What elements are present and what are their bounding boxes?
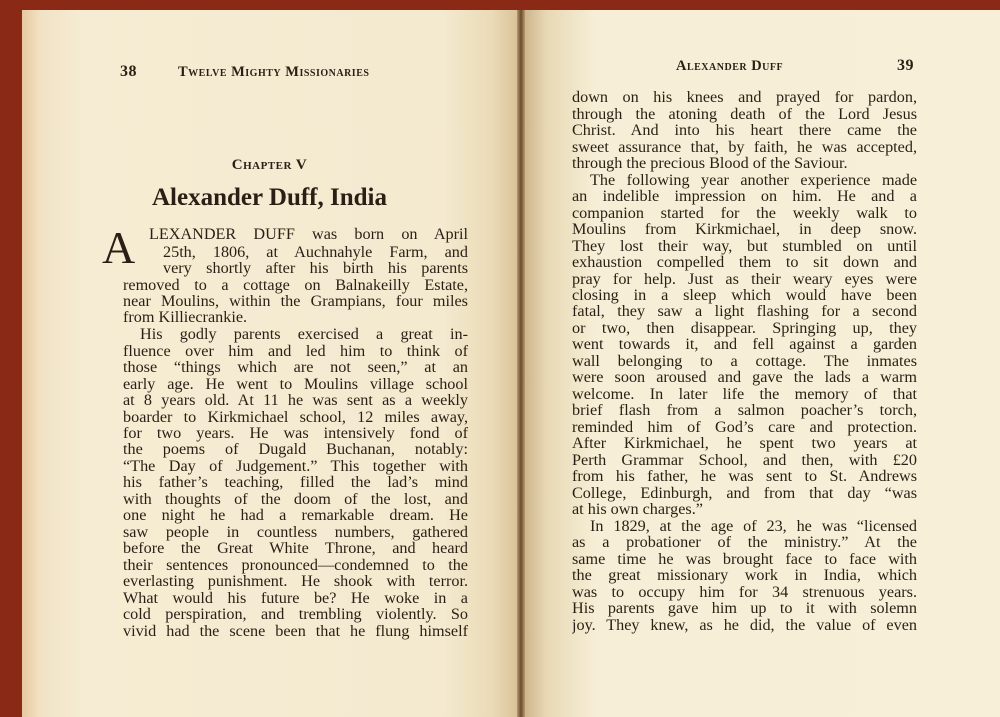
text-line: LEXANDER DUFF was born on April: [149, 225, 468, 243]
text-line: College, Edinburgh, and from that day “was: [572, 484, 917, 502]
text-line: Moulins from Kirkmichael, in deep snow.: [572, 220, 917, 238]
text-line: from Killiecrankie.: [123, 308, 248, 326]
text-line: went towards it, and fell against a garden: [572, 335, 917, 353]
text-line: with thoughts of the doom of the lost, and: [123, 490, 468, 508]
drop-cap: A: [102, 222, 136, 273]
text-line: “The Day of Judgement.” This together with: [123, 457, 468, 475]
text-line: His parents gave him up to it with solemn: [572, 599, 917, 617]
text-line: were soon aroused and gave the lads a warm: [572, 368, 917, 386]
text-line: an indelible impression on him. He and a: [572, 187, 917, 205]
chapter-label: Chapter V: [231, 157, 308, 173]
text-line: through the atoning death of the Lord Jesus: [572, 105, 917, 123]
text-line: before the Great White Throne, and heard: [123, 539, 468, 557]
text-line: or two, then disappear. Springing up, they: [572, 319, 917, 337]
text-line: In 1829, at the age of 23, he was “licensed: [590, 517, 917, 535]
text-line: 25th, 1806, at Auchnahyle Farm, and: [163, 243, 468, 261]
text-line: exhaustion compelled them to sit down and: [572, 253, 917, 271]
text-line: cold perspiration, and trembling violently. So: [123, 605, 468, 623]
text-line: Christ. And into his heart there came the: [572, 121, 917, 139]
text-line: from his father, he was sent to St. Andrews: [572, 467, 917, 485]
text-line: their sentences pronounced—condemned to the: [123, 556, 468, 574]
text-line: saw people in countless numbers, gathered: [123, 523, 468, 541]
text-line: same time he was brought face to face with: [572, 550, 917, 568]
text-line: very shortly after his birth his parents: [163, 259, 468, 277]
text-line: reminded him of God’s care and protection.: [572, 418, 917, 436]
text-line: wall belonging to a cottage. The inmates: [572, 352, 917, 370]
text-line: at 8 years old. At 11 he was sent as a weekly: [123, 391, 468, 409]
left-page-number: 38: [120, 63, 137, 80]
text-line: near Moulins, within the Grampians, four miles: [123, 292, 468, 310]
text-line: fatal, they saw a light flashing for a second: [572, 302, 917, 320]
text-line: removed to a cottage on Balnakeilly Estate,: [123, 276, 468, 294]
right-page-number: 39: [897, 57, 914, 74]
text-line: They lost their way, but stumbled on until: [572, 237, 917, 255]
text-line: The following year another experience made: [590, 171, 917, 189]
text-line: was to occupy him for 34 strenuous years.: [572, 583, 917, 601]
text-line: companion started for the weekly walk to: [572, 204, 917, 222]
text-line: down on his knees and prayed for pardon,: [572, 88, 917, 106]
text-line: Perth Grammar School, and then, with £20: [572, 451, 917, 469]
text-line: After Kirkmichael, he spent two years at: [572, 434, 917, 452]
text-line: his father’s teaching, filled the lad’s mind: [123, 473, 468, 491]
text-line: What would his future be? He woke in a: [123, 589, 468, 607]
book-gutter: [517, 10, 525, 717]
text-line: closing in a sleep which would have been: [572, 286, 917, 304]
text-line: vivid had the scene been that he flung himself: [123, 622, 468, 640]
text-line: the great missionary work in India, which: [572, 566, 917, 584]
text-line: as a probationer of the ministry.” At the: [572, 533, 917, 551]
text-line: the poems of Dugald Buchanan, notably:: [123, 440, 468, 458]
text-line: welcome. In later life the memory of that: [572, 385, 917, 403]
text-line: at his own charges.”: [572, 500, 703, 518]
chapter-title: Alexander Duff, India: [152, 184, 387, 211]
text-line: joy. They knew, as he did, the value of even: [572, 616, 917, 634]
text-line: brief flash from a salmon poacher’s torch,: [572, 401, 917, 419]
text-line: one night he had a remarkable dream. He: [123, 506, 468, 524]
text-line: fluence over him and led him to think of: [123, 342, 468, 360]
text-line: sweet assurance that, by faith, he was accepted,: [572, 138, 917, 156]
text-line: boarder to Kirkmichael school, 12 miles away,: [123, 408, 468, 426]
text-line: pray for help. Just as their weary eyes were: [572, 270, 917, 288]
left-running-head: [178, 64, 369, 81]
text-line: those “things which are not seen,” at an: [123, 358, 468, 376]
text-line: through the precious Blood of the Saviour.: [572, 154, 848, 172]
text-line: everlasting punishment. He shook with terror.: [123, 572, 468, 590]
text-line: for two years. He was intensively fond of: [123, 424, 468, 442]
left-running-head-text: Twelve Mighty Missionaries: [178, 64, 370, 80]
text-line: early age. He went to Moulins village school: [123, 375, 468, 393]
right-running-head: [676, 58, 783, 75]
right-running-head-text: Alexander Duff: [676, 58, 784, 74]
text-line: His godly parents exercised a great in-: [140, 325, 468, 343]
